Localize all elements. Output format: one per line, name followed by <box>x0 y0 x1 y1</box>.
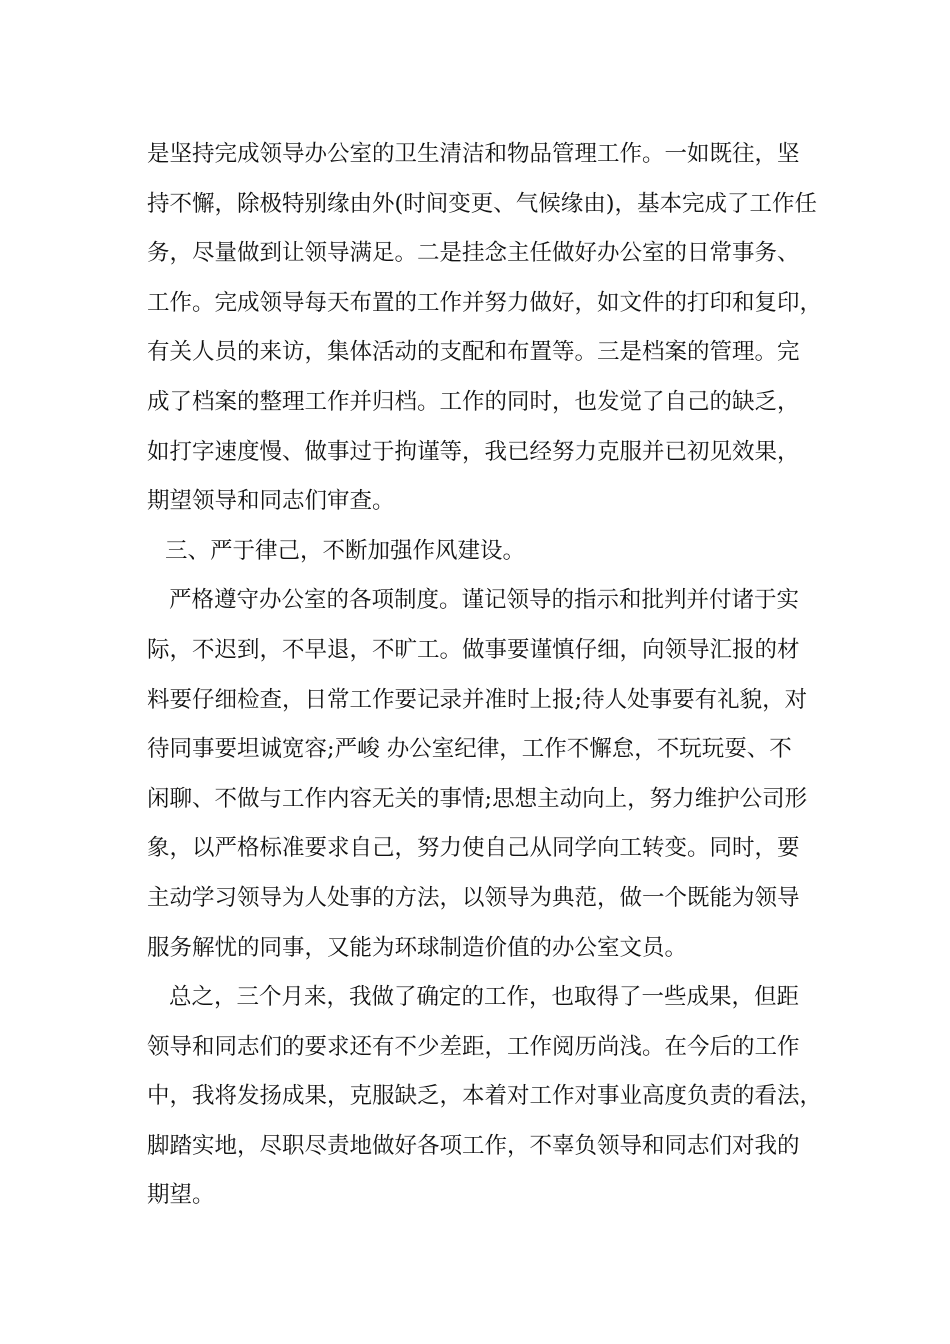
text-line: 总之，三个月来，我做了确定的工作，也取得了一些成果，但距 <box>169 984 800 1011</box>
text-line: 际，不迟到，不早退，不旷工。做事要谨慎仔细，向领导汇报的材 <box>147 636 800 663</box>
text-line: 有关人员的来访，集体活动的支配和布置等。三是档案的管理。完 <box>147 339 800 366</box>
text-line: 工作。完成领导每天布置的工作并努力做好，如文件的打印和复印， <box>147 289 823 316</box>
text-line: 成了档案的整理工作并归档。工作的同时，也发觉了自己的缺乏， <box>147 388 800 415</box>
text-line: 服务解忧的同事，又能为环球制造价值的办公室文员。 <box>147 934 688 961</box>
text-line: 期望。 <box>147 1182 215 1209</box>
text-line: 领导和同志们的要求还有不少差距，工作阅历尚浅。在今后的工作 <box>147 1033 800 1060</box>
text-line: 待同事要坦诚宽容;严峻 办公室纪律，工作不懈怠，不玩玩耍、不 <box>147 736 792 763</box>
text-line: 务，尽量做到让领导满足。二是挂念主任做好办公室的日常事务、 <box>147 240 800 267</box>
text-line: 象，以严格标准要求自己，努力使自己从同学向工转变。同时，要 <box>147 835 800 862</box>
section-heading: 三、严于律己，不断加强作风建设。 <box>165 537 526 564</box>
text-line: 主动学习领导为人处事的方法，以领导为典范，做一个既能为领导 <box>147 884 800 911</box>
text-line: 中，我将发扬成果，克服缺乏，本着对工作对事业高度负责的看法， <box>147 1083 823 1110</box>
text-line: 严格遵守办公室的各项制度。谨记领导的指示和批判并付诸于实 <box>169 587 800 614</box>
text-line: 持不懈，除极特别缘由外(时间变更、气候缘由)，基本完成了工作任 <box>147 190 818 217</box>
text-line: 期望领导和同志们审查。 <box>147 488 395 515</box>
body-text <box>147 130 847 1221</box>
text-line: 是坚持完成领导办公室的卫生清洁和物品管理工作。一如既往，坚 <box>147 141 800 167</box>
text-line: 如打字速度慢、做事过于拘谨等，我已经努力克服并已初见效果， <box>147 438 800 465</box>
text-line: 脚踏实地，尽职尽责地做好各项工作，不辜负领导和同志们对我的 <box>147 1132 800 1159</box>
text-line: 料要仔细检查，日常工作要记录并准时上报;待人处事要有礼貌，对 <box>147 686 808 713</box>
text-line: 闲聊、不做与工作内容无关的事情;思想主动向上，努力维护公司形 <box>147 785 808 812</box>
